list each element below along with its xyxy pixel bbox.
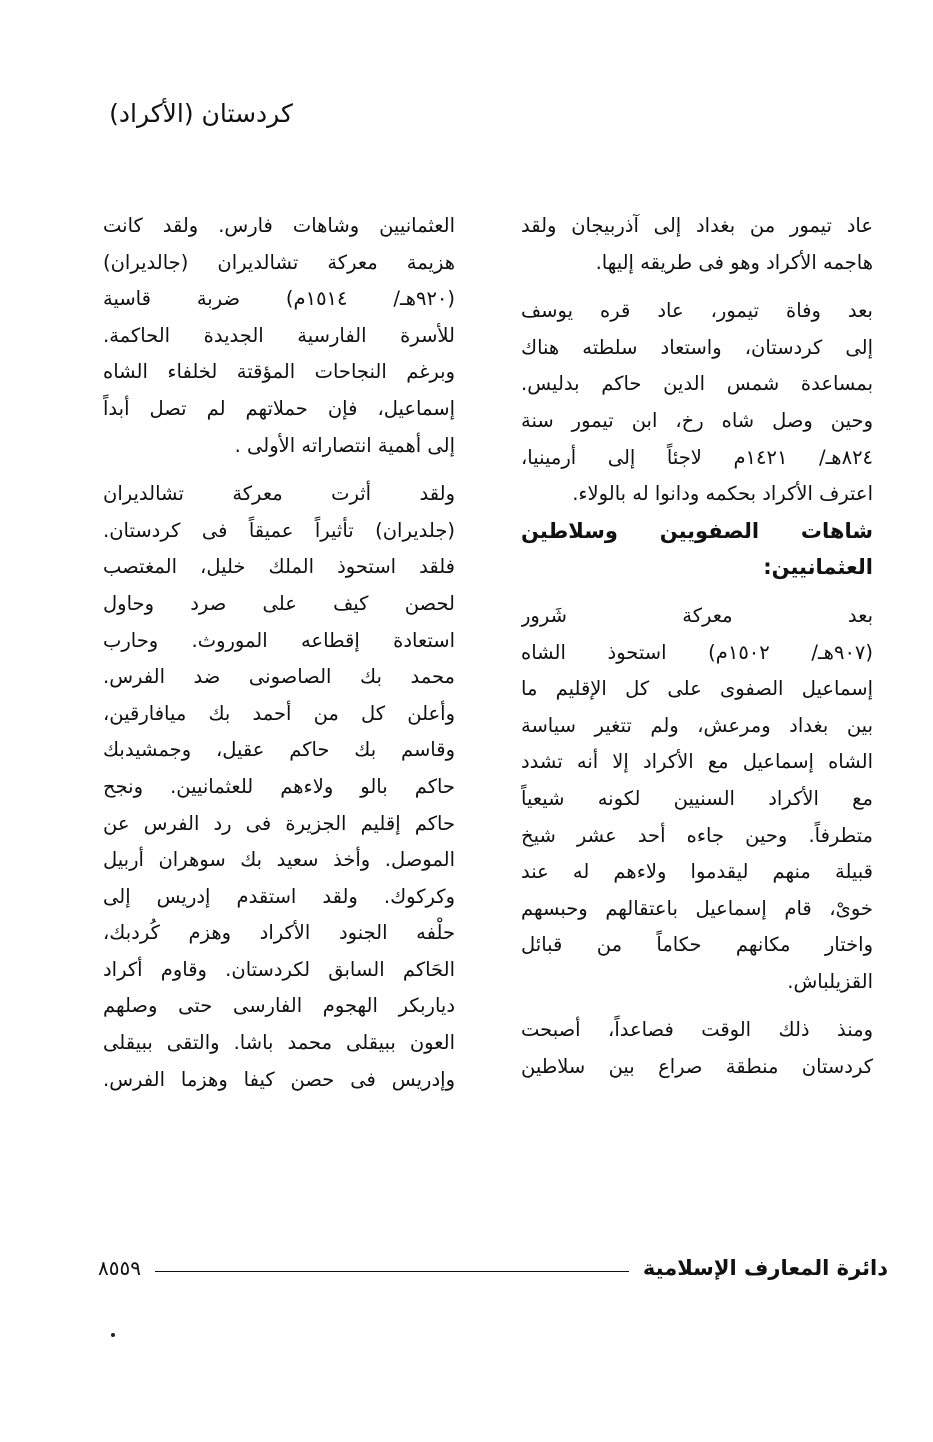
left-column-text-line: ولقد أثرت معركة تشالديران bbox=[103, 482, 455, 506]
right-column-text-line: إلى كردستان، واستعاد سلطته هناك bbox=[521, 335, 873, 359]
right-column-text-line: بعد وفاة تيمور، عاد قره يوسف bbox=[521, 299, 873, 323]
left-column-text-line: وكركوك. ولقد استقدم إدريس إلى bbox=[103, 884, 455, 908]
right-column-text-line: كردستان منطقة صراع بين سلاطين bbox=[521, 1055, 873, 1079]
right-column-text-line: اعترف الأكراد بحكمه ودانوا له بالولاء. bbox=[572, 482, 873, 506]
left-column-text-line: الموصل. وأخذ سعيد بك سوهران أربيل bbox=[103, 848, 455, 872]
right-column-text-line: عاد تيمور من بغداد إلى آذربيجان ولقد bbox=[521, 214, 873, 237]
left-column-text-line: الحَاكم السابق لكردستان. وقاوم أكراد bbox=[103, 957, 455, 981]
right-column-section-heading: شاهات الصفويين وسلاطين bbox=[521, 518, 873, 543]
left-column-text-line: وأعلن كل من أحمد بك ميافارقين، bbox=[103, 701, 455, 725]
left-column-text-line: فلقد استحوذ الملك خليل، المغتصب bbox=[103, 555, 455, 579]
left-column-text-line: حاكم بالو ولاءهم للعثمانيين. ونجح bbox=[103, 774, 455, 798]
footer-journal-title: دائرة المعارف الإسلامية bbox=[642, 1256, 888, 1280]
left-column-text-line: العثمانيين وشاهات فارس. ولقد كانت bbox=[103, 214, 455, 237]
left-column-text-line: للأسرة الفارسية الجديدة الحاكمة. bbox=[103, 323, 455, 347]
left-column-paragraph-gap bbox=[103, 464, 455, 476]
page-footer bbox=[98, 1250, 888, 1286]
right-column-text-line: ٨٢٤هـ/ ١٤٢١م لاجئاً إلى أرمينيا، bbox=[521, 445, 873, 469]
right-column-text-line: إسماعيل الصفوى على كل الإقليم ما bbox=[521, 677, 873, 701]
left-column-text-line: لحصن كيف على صرد وحاول bbox=[103, 591, 455, 615]
right-column-text-line: هاجمه الأكراد وهو فى طريقه إليها. bbox=[595, 250, 873, 274]
right-column bbox=[521, 208, 873, 1086]
right-column-paragraph-gap bbox=[521, 1000, 873, 1012]
right-column-text-line: متطرفاً. وحين جاءه أحد عشر شيخ bbox=[521, 823, 873, 847]
right-column-section-heading: العثمانيين: bbox=[763, 555, 873, 580]
footer-rule bbox=[155, 1271, 629, 1272]
left-column-text-line: إلى أهمية انتصاراته الأولى . bbox=[234, 433, 455, 457]
left-column-text-line: وإدريس فى حصن كيفا وهزما الفرس. bbox=[103, 1067, 455, 1091]
right-column-text-line: واختار مكانهم حكاماً من قبائل bbox=[521, 933, 873, 957]
left-column-text-line: العون ببيقلى محمد باشا. والتقى ببيقلى bbox=[103, 1031, 455, 1055]
scan-speck bbox=[111, 1333, 115, 1337]
right-column-paragraph-gap bbox=[521, 586, 873, 598]
left-column-text-line: حاكم إقليم الجزيرة فى رد الفرس عن bbox=[103, 811, 455, 835]
right-column-text-line: بعد معركة شَرور bbox=[521, 603, 873, 627]
right-column-text-line: خوىْ، قام إسماعيل باعتقالهم وحبسهم bbox=[521, 896, 873, 920]
left-column-text-line: هزيمة معركة تشالديران (جالديران) bbox=[103, 250, 455, 274]
right-column-text-line: (٩٠٧هـ/ ١٥٠٢م) استحوذ الشاه bbox=[521, 640, 873, 664]
left-column bbox=[103, 208, 455, 1098]
page-number: ٨٥٥٩ bbox=[98, 1256, 141, 1280]
right-column-paragraph-gap bbox=[521, 281, 873, 293]
right-column-text-line: بين بغداد ومرعش، ولم تتغير سياسة bbox=[521, 713, 873, 737]
right-column-text-line: القزيلباش. bbox=[787, 969, 873, 993]
right-column-text-line: قبيلة منهم ليقدموا ولاءهم له عند bbox=[521, 860, 873, 884]
left-column-text-line: وقاسم بك حاكم عقيل، وجمشيدبك bbox=[103, 738, 455, 762]
right-column-text-line: بمساعدة شمس الدين حاكم بدليس. bbox=[521, 372, 873, 396]
right-column-text-line: ومنذ ذلك الوقت فصاعداً، أصبحت bbox=[521, 1018, 873, 1042]
left-column-text-line: (٩٢٠هـ/ ١٥١٤م) ضربة قاسية bbox=[103, 287, 455, 311]
running-title: كردستان (الأكراد) bbox=[109, 99, 293, 128]
right-column-text-line: مع الأكراد السنيين لكونه شيعياً bbox=[521, 786, 873, 810]
left-column-text-line: إسماعيل، فإن حملاتهم لم تصل أبداً bbox=[103, 396, 455, 420]
left-column-text-line: حلْفه الجنود الأكراد وهزم كُردبك، bbox=[103, 921, 455, 945]
left-column-text-line: (جلديران) تأثيراً عميقاً فى كردستان. bbox=[103, 518, 455, 542]
left-column-text-line: وبرغم النجاحات المؤقتة لخلفاء الشاه bbox=[103, 360, 455, 384]
right-column-text-line: وحين وصل شاه رخ، ابن تيمور سنة bbox=[521, 408, 873, 432]
left-column-text-line: دياربكر الهجوم الفارسى حتى وصلهم bbox=[103, 994, 455, 1018]
right-column-text-line: الشاه إسماعيل مع الأكراد إلا أنه تشدد bbox=[521, 750, 873, 774]
left-column-text-line: استعادة إقطاعه الموروث. وحارب bbox=[103, 628, 455, 652]
left-column-text-line: محمد بك الصاصونى ضد الفرس. bbox=[103, 665, 455, 689]
